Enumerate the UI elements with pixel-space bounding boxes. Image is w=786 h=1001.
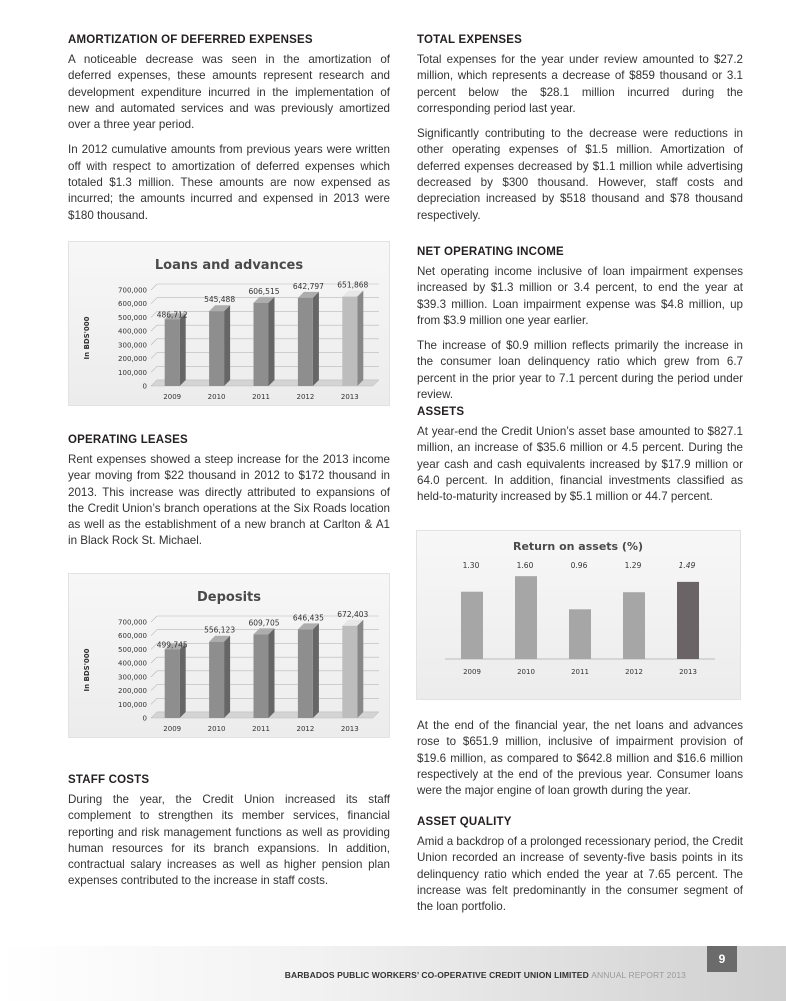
- bar: [254, 303, 269, 386]
- right-column-quality: [417, 816, 743, 924]
- gridline-side: [151, 657, 157, 663]
- bar: [298, 629, 313, 718]
- roa-chart-svg: [417, 531, 740, 699]
- gridline-side: [151, 284, 157, 290]
- data-label: 1.30: [462, 561, 480, 570]
- total-expenses-paragraph-2: Significantly contributing to the decrease were reductions in other operating expenses of $1.5 million. Amortization of deferred expenses decreased by $1.1 million while advertising decreased by $300 thousand. However, staff costs and depreciation increased by $518 thousand and $78 thousand respectively.: [417, 127, 743, 222]
- y-tick-label: 500,000: [118, 645, 147, 654]
- y-tick-label: 200,000: [118, 687, 147, 696]
- bar-side: [224, 636, 230, 718]
- deposits-chart: [68, 573, 390, 738]
- loans-chart-svg: [69, 242, 389, 405]
- gridline-side: [151, 339, 157, 345]
- footer-report-title: ANNUAL REPORT 2013: [591, 970, 686, 980]
- bar-side: [180, 643, 186, 718]
- data-label: 609,705: [248, 618, 280, 628]
- assets-paragraph-2: At the end of the financial year, the net loans and advances rose to $651.9 million, inclusive of impairment provision of $19.6 million, as compared to $642.8 million and $16.6 million respectively at the end of the previous year. Consumer loans were the major engine of loan growth during the year.: [417, 719, 743, 798]
- gridline-side: [151, 325, 157, 331]
- x-tick-label: 2009: [163, 393, 182, 401]
- bar-side: [224, 305, 230, 386]
- net-operating-income-paragraph-1: Net operating income inclusive of loan impairment expenses increased by $1.3 million or 3.4 percent, to end the year at $39.3 million. Loan impairment expense was $4.8 million, up from $3.9 million one year earlier.: [417, 265, 743, 327]
- bar: [342, 626, 357, 718]
- net-operating-income-paragraph-2: The increase of $0.9 million reflects primarily the increase in the consumer loan delinquency ratio which grew from 6.7 percent in the prior year to 7.1 percent during the period under review.: [417, 339, 743, 402]
- bar: [254, 634, 269, 718]
- footer-text: [285, 970, 686, 980]
- operating-leases-paragraph: Rent expenses showed a steep increase for the 2013 income year moving from $22 thousand in 2012 to $172 thousand in 2013. This increase was directly attributed to expansions of the Credit Union’s branch operations at the Six Roads location as well as the establishment of a new branch at Carlton & A1 in Black Rock St. Michael.: [68, 453, 390, 548]
- bar-side: [313, 292, 319, 386]
- data-label: 486,712: [156, 310, 188, 320]
- loans-chart: [68, 241, 390, 406]
- bar: [461, 592, 483, 659]
- data-label: 0.96: [570, 561, 588, 570]
- data-label: 499,745: [156, 640, 188, 650]
- page-number: 9: [707, 946, 737, 972]
- gridline-side: [151, 616, 157, 622]
- y-tick-label: 100,000: [118, 700, 147, 709]
- data-label: 1.60: [516, 561, 534, 570]
- gridline-side: [151, 353, 157, 359]
- data-label: 651,868: [337, 280, 369, 290]
- y-tick-label: 500,000: [118, 313, 147, 322]
- data-label: 1.49: [678, 561, 696, 570]
- bar: [209, 311, 224, 386]
- y-axis-label: In BDS'000: [83, 648, 91, 692]
- bar-side: [269, 628, 275, 718]
- y-tick-label: 200,000: [118, 355, 147, 364]
- total-expenses-heading: TOTAL EXPENSES: [417, 34, 523, 46]
- bar: [298, 298, 313, 386]
- left-column-leases: [68, 434, 390, 559]
- bar: [623, 592, 645, 659]
- staff-costs-paragraph: During the year, the Credit Union increased its staff complement to strengthen its member services, financial reporting and risk management functions as well as providing human resources for its branch expansions. In addition, contractual salary increases as well as higher pension plan expenses contributed to the increase in staff costs.: [68, 793, 390, 888]
- bar-side: [357, 620, 363, 718]
- x-tick-label: 2009: [163, 725, 182, 733]
- assets-paragraph-1: At year-end the Credit Union’s asset base amounted to $827.1 million, an increase of $35.6 million or 4.5 percent. During the year cash and cash equivalents increased by $17.9 million or 64.0 percent. In addition, financial investments classified as held-to-maturity increased by $5.1 million or 44.7 percent.: [417, 425, 743, 504]
- bar-side: [180, 313, 186, 386]
- chart-title: Deposits: [197, 590, 261, 605]
- staff-costs-heading: STAFF COSTS: [68, 774, 150, 786]
- x-tick-label: 2013: [340, 393, 359, 401]
- x-tick-label: 2010: [517, 668, 535, 676]
- footer-organization: BARBADOS PUBLIC WORKERS’ CO-OPERATIVE CREDIT UNION LIMITED: [284, 970, 589, 980]
- y-tick-label: 300,000: [118, 341, 147, 350]
- y-tick-label: 0: [142, 382, 147, 391]
- gridline-side: [151, 298, 157, 304]
- chart-title: Loans and advances: [154, 258, 304, 273]
- x-tick-label: 2012: [625, 668, 643, 676]
- y-tick-label: 700,000: [118, 286, 147, 295]
- y-tick-label: 300,000: [118, 673, 147, 682]
- right-column-assets: [417, 406, 743, 514]
- y-tick-label: 100,000: [118, 368, 147, 377]
- x-tick-label: 2011: [571, 668, 589, 676]
- gridline-side: [151, 671, 157, 677]
- assets-heading: ASSETS: [417, 406, 465, 418]
- bar: [342, 297, 357, 386]
- gridline-side: [151, 698, 157, 704]
- data-label: 672,403: [337, 609, 369, 619]
- bar: [165, 319, 180, 386]
- left-column: [68, 34, 390, 233]
- amortization-paragraph-2: In 2012 cumulative amounts from previous years were written off with respect to amortization of deferred expenses which totaled $1.3 million. These amounts are now expensed as incurred; the amounts incurred and expensed in 2013 were $180 thousand.: [68, 143, 390, 222]
- amortization-paragraph-1: A noticeable decrease was seen in the amortization of deferred expenses, these amounts represent research and development expenditure incurred in the implementation of new and automated services and was previously amortized over a three year period.: [68, 53, 390, 132]
- right-column-assets-cont: [417, 718, 743, 808]
- bar: [515, 576, 537, 659]
- data-label: 642,797: [292, 281, 324, 291]
- total-expenses-paragraph-1: Total expenses for the year under review amounted to $27.2 million, which represents a decrease of $859 thousand or 3.1 percent below the $28.1 million incurred during the corresponding period last year.: [417, 53, 743, 115]
- x-tick-label: 2011: [252, 393, 270, 401]
- y-tick-label: 400,000: [118, 659, 147, 668]
- x-tick-label: 2009: [463, 668, 481, 676]
- bar: [569, 609, 591, 659]
- y-tick-label: 700,000: [118, 618, 147, 627]
- y-tick-label: 0: [142, 714, 147, 723]
- x-tick-label: 2011: [252, 725, 270, 733]
- x-tick-label: 2010: [207, 393, 226, 401]
- x-tick-label: 2012: [296, 725, 315, 733]
- x-tick-label: 2012: [296, 393, 315, 401]
- bar: [165, 649, 180, 718]
- right-column-noi: [417, 246, 743, 412]
- bar: [677, 582, 699, 659]
- x-tick-label: 2013: [679, 668, 697, 676]
- x-tick-label: 2013: [340, 725, 359, 733]
- bar-side: [269, 297, 275, 386]
- operating-leases-heading: OPERATING LEASES: [68, 434, 188, 446]
- deposits-chart-svg: [69, 574, 389, 737]
- y-tick-label: 600,000: [118, 632, 147, 641]
- left-column-staff: [68, 774, 390, 899]
- x-tick-label: 2010: [207, 725, 226, 733]
- amortization-heading: AMORTIZATION OF DEFERRED EXPENSES: [68, 34, 313, 46]
- asset-quality-heading: ASSET QUALITY: [417, 816, 512, 828]
- data-label: 545,488: [204, 295, 236, 305]
- gridline-side: [151, 685, 157, 691]
- y-tick-label: 400,000: [118, 327, 147, 336]
- roa-chart: [416, 530, 741, 700]
- bar-side: [313, 623, 319, 718]
- asset-quality-paragraph: Amid a backdrop of a prolonged recessionary period, the Credit Union recorded an increase of seventy-five basis points in its delinquency ratio which ended the year at 7.65 percent. The increase was felt predominantly in the consumer segment of the loan portfolio.: [417, 835, 743, 914]
- bar: [209, 642, 224, 718]
- data-label: 556,123: [204, 625, 236, 635]
- y-axis-label: In BDS'000: [83, 316, 91, 360]
- data-label: 646,435: [292, 613, 324, 623]
- net-operating-income-heading: NET OPERATING INCOME: [417, 246, 564, 258]
- data-label: 1.29: [624, 561, 642, 570]
- gridline-side: [151, 630, 157, 636]
- right-column: [417, 34, 743, 233]
- y-tick-label: 600,000: [118, 300, 147, 309]
- bar-side: [357, 291, 363, 386]
- data-label: 606,515: [248, 286, 280, 296]
- gridline-side: [151, 366, 157, 372]
- chart-title: Return on assets (%): [512, 540, 644, 553]
